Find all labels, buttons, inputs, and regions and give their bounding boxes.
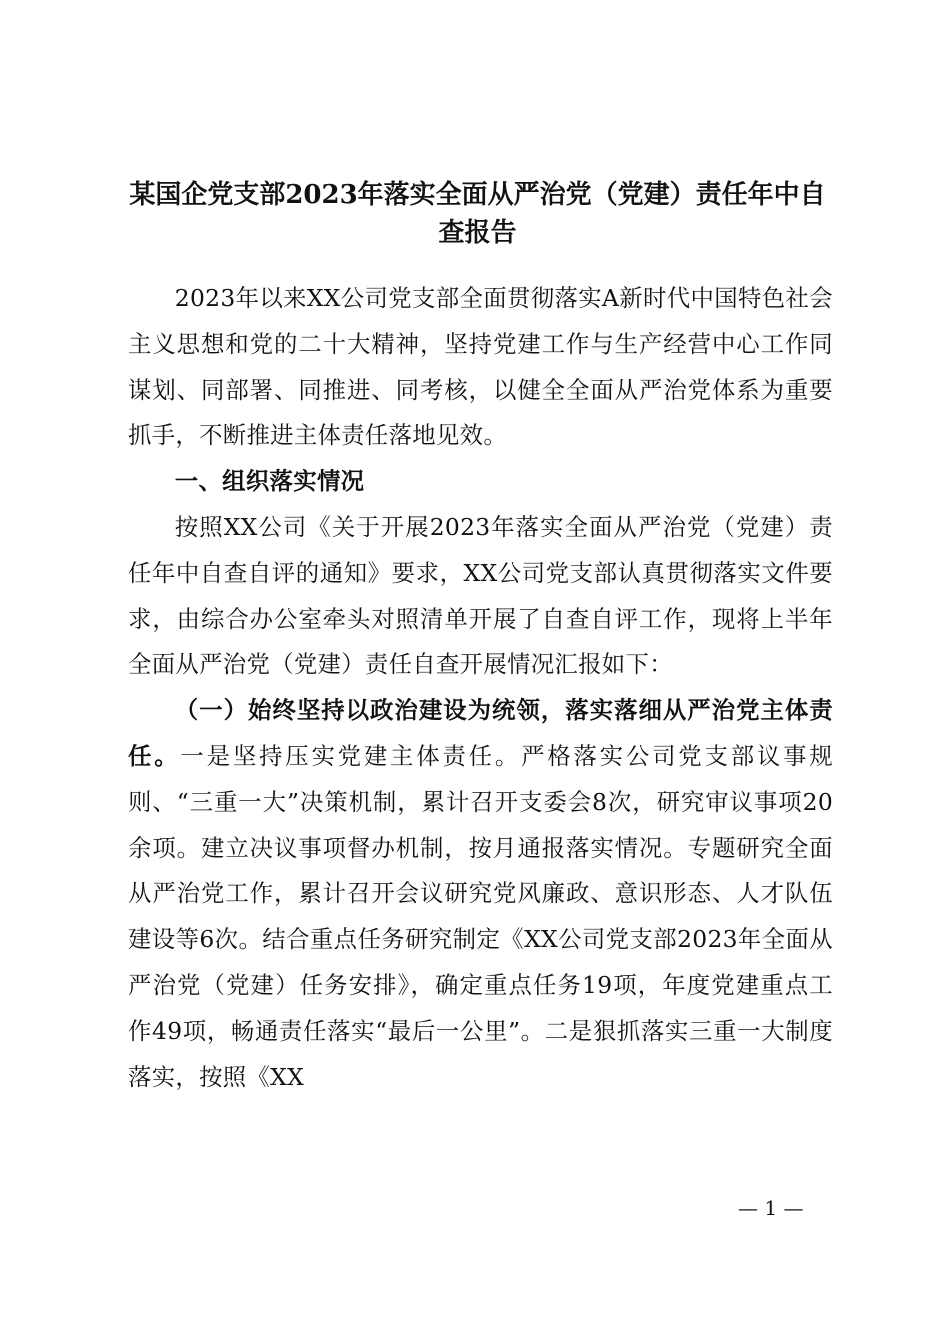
page-number: — 1 —: [738, 1196, 804, 1220]
intro-paragraph: 2023年以来XX公司党支部全面贯彻落实A新时代中国特色社会主义思想和党的二十大精神，坚持党建工作与生产经营中心工作同谋划、同部署、同推进、同考核，以健全全面从严治党体系为重要抓手，不断推进主体责任落地见效。: [128, 284, 833, 450]
document-title: 某国企党支部2023年落实全面从严治党（党建）责任年中自查报告: [129, 180, 826, 248]
subsection-paragraph-political: [128, 688, 833, 1100]
subsection-heading-political: （一）始终坚持以政治建设为统领，落实落细从严治党主体责任。: [128, 696, 833, 770]
document-body: [128, 276, 833, 1100]
section-paragraph-organization: 按照XX公司《关于开展2023年落实全面从严治党（党建）责任年中自查自评的通知》要求，XX公司党支部认真贯彻落实文件要求，由综合办公室牵头对照清单开展了自查自评工作，现将上半年全面从严治党（党建）责任自查开展情况汇报如下：: [128, 512, 833, 679]
subsection-text-political: 一是坚持压实党建主体责任。严格落实公司党支部议事规则、“三重一大”决策机制，累计召开支委会8次，研究审议事项20余项。建立决议事项督办机制，按月通报落实情况。专题研究全面从严治党工作，累计召开会议研究党风廉政、意识形态、人才队伍建设等6次。结合重点任务研究制定《XX公司党支部2023年全面从严治党（党建）任务安排》，确定重点任务19项，年度党建重点工作49项，畅通责任落实“最后一公里”。二是狠抓落实三重一大制度落实，按照《XX: [128, 741, 834, 1091]
section-heading-organization: 一、组织落实情况: [174, 467, 365, 496]
